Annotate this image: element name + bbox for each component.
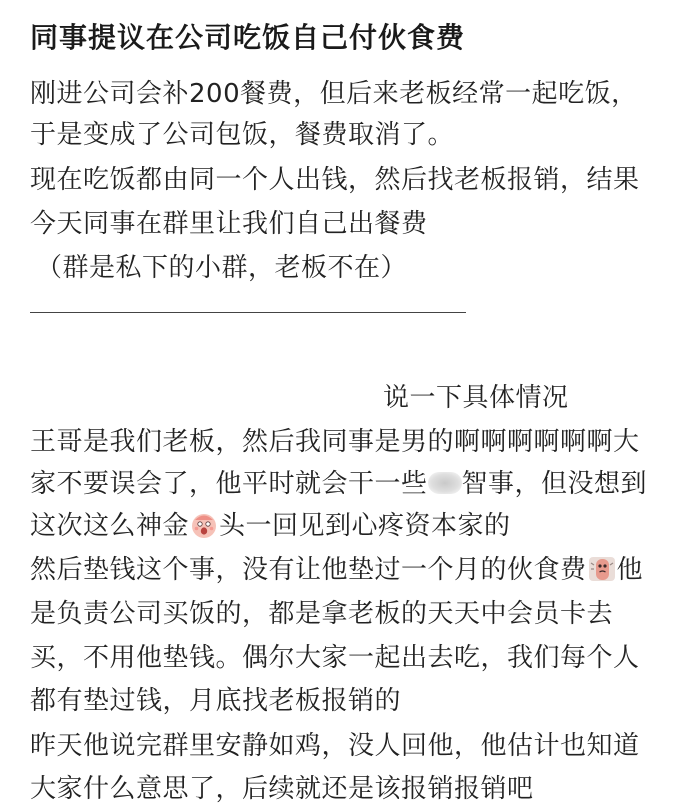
section-heading: 说一下具体情况 <box>383 383 569 413</box>
paragraph2-line-2 <box>30 466 647 502</box>
paragraph1-line-1: 刚进公司会补200餐费，但后来老板经常一起吃饭， <box>30 79 638 109</box>
paragraph2-line-5: 是负责公司买饭的，都是拿老板的天天中会员卡去 <box>30 599 614 629</box>
paragraph2-line-3 <box>30 508 511 544</box>
paragraph2-line-4-start: 然后垫钱这个事，没有让他垫过一个月的伙食费 <box>30 555 587 585</box>
paragraph2-line-2-start: 家不要误会了，他平时就会干一些 <box>30 469 428 499</box>
paragraph2-line-9: 大家什么意思了，后续就还是该报销报销吧 <box>30 774 534 804</box>
paragraph2-line-4 <box>30 552 643 588</box>
paragraph2-line-8: 昨天他说完群里安静如鸡，没人回他，他估计也知道 <box>30 731 640 761</box>
divider-line <box>30 312 466 313</box>
paragraph1-line-5: （群是私下的小群，老板不在） <box>36 253 408 283</box>
nervous-sausage-sticker-icon <box>588 555 616 583</box>
paragraph1-line-4: 今天同事在群里让我们自己出餐费 <box>30 209 428 239</box>
paragraph2-line-4-end: 他 <box>616 555 644 585</box>
paragraph2-line-7: 都有垫过钱，月底找老板报销的 <box>30 686 402 716</box>
post-title: 同事提议在公司吃饭自己付伙食费 <box>30 21 466 54</box>
paragraph1-line-3: 现在吃饭都由同一个人出钱，然后找老板报销，结果 <box>30 165 640 195</box>
paragraph2-line-1: 王哥是我们老板，然后我同事是男的啊啊啊啊啊啊大 <box>30 427 640 457</box>
shocked-face-sticker-icon <box>190 511 218 539</box>
paragraph2-line-6: 买，不用他垫钱。偶尔大家一起出去吃，我们每个人 <box>30 643 640 673</box>
paragraph1-line-2: 于是变成了公司包饭，餐费取消了。 <box>30 120 455 150</box>
paragraph2-line-2-end: 智事，但没想到 <box>461 469 648 499</box>
paragraph2-line-3-end: 头一回见到心疼资本家的 <box>219 511 511 541</box>
paragraph2-line-3-start: 这次这么神金 <box>30 511 190 541</box>
blurred-word-mask <box>428 472 462 494</box>
